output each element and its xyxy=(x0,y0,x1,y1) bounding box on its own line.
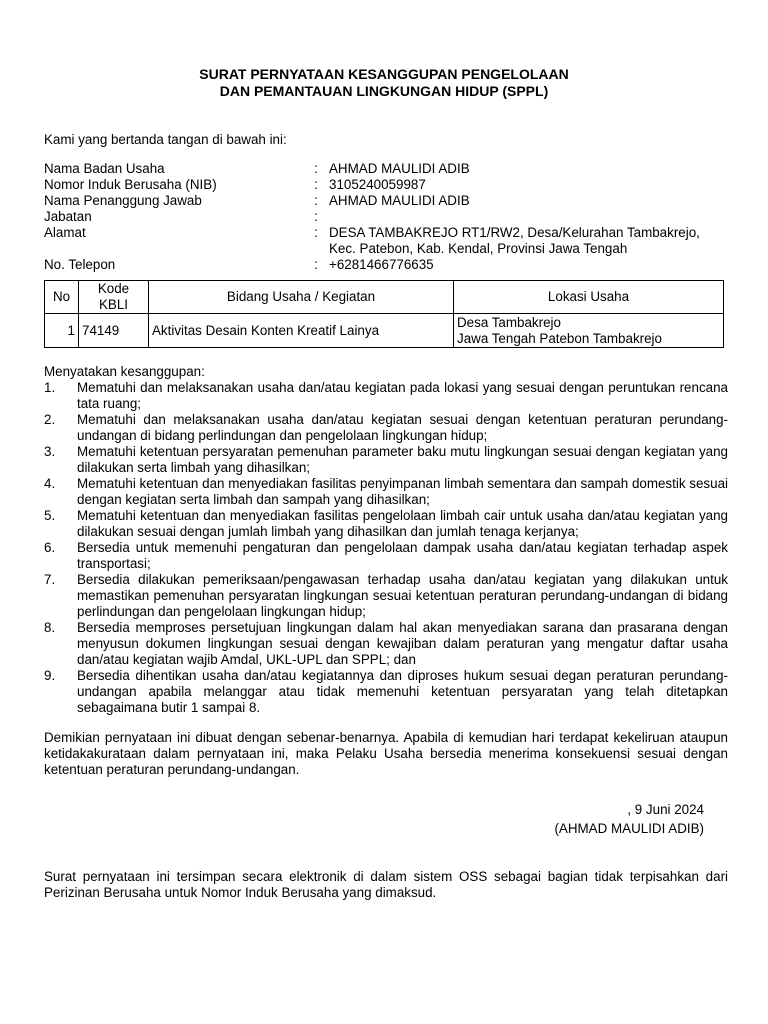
identity-label: Nama Penanggung Jawab xyxy=(44,193,202,208)
header-kode-line-1: Kode xyxy=(97,281,130,296)
list-item-text: Mematuhi ketentuan dan menyediakan fasilitas penyimpanan limbah sementara dan sampah domestik sesuai dengan kegiatan serta limbah dan sampah yang dihasilkan; xyxy=(77,476,728,507)
title-line-2: DAN PEMANTAUAN LINGKUNGAN HIDUP (SPPL) xyxy=(219,83,549,99)
identity-label: Nama Badan Usaha xyxy=(44,161,165,176)
closing-paragraph: Demikian pernyataan ini dibuat dengan sebenar-benarnya. Apabila di kemudian hari terdapat kekeliruan ataupun ketidakakurataan dalam pernyataan ini, maka Pelaku Usaha bersedia menerima konsekuensi sesuai dengan ketentuan peraturan perundang-undangan. xyxy=(44,730,728,777)
list-item xyxy=(44,412,728,444)
list-item xyxy=(44,444,728,476)
list-item xyxy=(44,380,728,412)
identity-colon: : xyxy=(314,257,318,272)
footer-note: Surat pernyataan ini tersimpan secara elektronik di dalam sistem OSS sebagai bagian tidak terpisahkan dari Perizinan Berusaha untuk Nomor Induk Berusaha yang dimaksud. xyxy=(44,869,728,900)
list-item-text: Mematuhi dan melaksanakan usaha dan/atau kegiatan pada lokasi yang sesuai dengan peruntukan rencana tata ruang; xyxy=(77,380,728,411)
identity-value: +6281466776635 xyxy=(329,257,434,272)
identity-colon: : xyxy=(314,177,318,192)
table-row xyxy=(45,314,724,348)
list-item-text: Bersedia dilakukan pemeriksaan/pengawasan terhadap usaha dan/atau kegiatan yang dilakukan untuk memastikan pemenuhan persyaratan lingkungan sesuai ketentuan peraturan perundang-undangan di bidang perlindungan dan pengelolaan lingkungan hidup; xyxy=(77,572,728,619)
list-item-number: 1. xyxy=(44,380,56,395)
identity-label: No. Telepon xyxy=(44,257,116,272)
identity-row xyxy=(44,177,734,193)
list-item-text: Bersedia untuk memenuhi pengaturan dan pengelolaan dampak usaha dan/atau kegiatan terhadap aspek transportasi; xyxy=(77,540,728,571)
header-kode-kbli xyxy=(79,281,149,314)
address-line-1: DESA TAMBAKREJO RT1/RW2, Desa/Kelurahan Tambakrejo, xyxy=(329,225,700,240)
list-item xyxy=(44,572,728,620)
signature-block xyxy=(554,802,704,840)
identity-value: AHMAD MAULIDI ADIB xyxy=(329,161,470,176)
declaration-section xyxy=(44,364,728,716)
identity-row xyxy=(44,225,734,257)
lokasi-line-1: Desa Tambakrejo xyxy=(457,314,561,330)
identity-row xyxy=(44,161,734,177)
identity-section xyxy=(44,161,734,273)
list-item-number: 5. xyxy=(44,508,56,523)
list-item-text: Mematuhi dan melaksanakan usaha dan/atau kegiatan sesuai dengan ketentuan peraturan perundang-undangan di bidang perlindungan dan pengelolaan lingkungan hidup; xyxy=(77,412,728,443)
identity-label: Alamat xyxy=(44,225,86,240)
cell-no: 1 xyxy=(45,314,79,348)
list-item-number: 9. xyxy=(44,668,56,683)
list-item-text: Bersedia dihentikan usaha dan/atau kegiatannya dan diproses hukum sesuai degan peraturan perundang-undangan apabila melanggar atau tidak memenuhi ketentuan persyaratan yang telah ditetapkan sebagaimana butir 1 sampai 8. xyxy=(77,668,728,715)
identity-value: 3105240059987 xyxy=(329,177,426,192)
identity-value xyxy=(329,225,734,257)
address-line-2: Kec. Patebon, Kab. Kendal, Provinsi Jawa Tengah xyxy=(329,241,628,256)
list-item-number: 6. xyxy=(44,540,56,555)
list-item-text: Mematuhi ketentuan persyaratan pemenuhan parameter baku mutu lingkungan sesuai dengan kegiatan yang dilakukan serta limbah yang dihasilkan; xyxy=(77,444,728,475)
cell-lokasi xyxy=(454,314,724,348)
list-item-text: Mematuhi ketentuan dan menyediakan fasilitas pengelolaan limbah cair untuk usaha dan/atau kegiatan yang dilakukan sesuai dengan jumlah limbah yang dihasilkan dan jumlah tenaga kerjanya; xyxy=(77,508,728,539)
document-title xyxy=(0,66,768,100)
header-no: No xyxy=(45,281,79,314)
list-item-number: 3. xyxy=(44,444,56,459)
identity-colon: : xyxy=(314,209,318,224)
identity-colon: : xyxy=(314,193,318,208)
list-item-number: 8. xyxy=(44,620,56,635)
header-bidang: Bidang Usaha / Kegiatan xyxy=(149,281,454,314)
list-item-number: 7. xyxy=(44,572,56,587)
title-line-1: SURAT PERNYATAAN KESANGGUPAN PENGELOLAAN xyxy=(199,66,569,82)
list-item-number: 2. xyxy=(44,412,56,427)
identity-row xyxy=(44,193,734,209)
list-item xyxy=(44,620,728,668)
list-item xyxy=(44,508,728,540)
kbli-table xyxy=(44,280,724,348)
list-item xyxy=(44,668,728,716)
intro-text: Kami yang bertanda tangan di bawah ini: xyxy=(44,132,287,147)
header-kode-line-2: KBLI xyxy=(98,297,129,312)
identity-colon: : xyxy=(314,161,318,176)
identity-value: AHMAD MAULIDI ADIB xyxy=(329,193,470,208)
identity-row xyxy=(44,257,734,273)
cell-kode: 74149 xyxy=(79,314,149,348)
table-header-row xyxy=(45,281,724,314)
identity-label: Jabatan xyxy=(44,209,92,224)
signature-date: , 9 Juni 2024 xyxy=(627,802,704,817)
header-lokasi: Lokasi Usaha xyxy=(454,281,724,314)
list-item-number: 4. xyxy=(44,476,56,491)
identity-value xyxy=(329,209,734,225)
list-item xyxy=(44,476,728,508)
identity-row xyxy=(44,209,734,225)
cell-bidang: Aktivitas Desain Konten Kreatif Lainya xyxy=(149,314,454,348)
list-item xyxy=(44,540,728,572)
identity-label: Nomor Induk Berusaha (NIB) xyxy=(44,177,217,192)
list-item-text: Bersedia memproses persetujuan lingkungan dalam hal akan menyediakan sarana dan prasarana dengan menyusun dokumen lingkungan sesuai dengan kewajiban dalam peraturan yang mengatur daftar usaha dan/atau kegiatan wajib Amdal, UKL-UPL dan SPPL; dan xyxy=(77,620,728,667)
declaration-heading: Menyatakan kesanggupan: xyxy=(44,364,205,379)
lokasi-line-2: Jawa Tengah Patebon Tambakrejo xyxy=(457,330,662,346)
signature-name: (AHMAD MAULIDI ADIB) xyxy=(554,821,704,836)
identity-colon: : xyxy=(314,225,318,240)
